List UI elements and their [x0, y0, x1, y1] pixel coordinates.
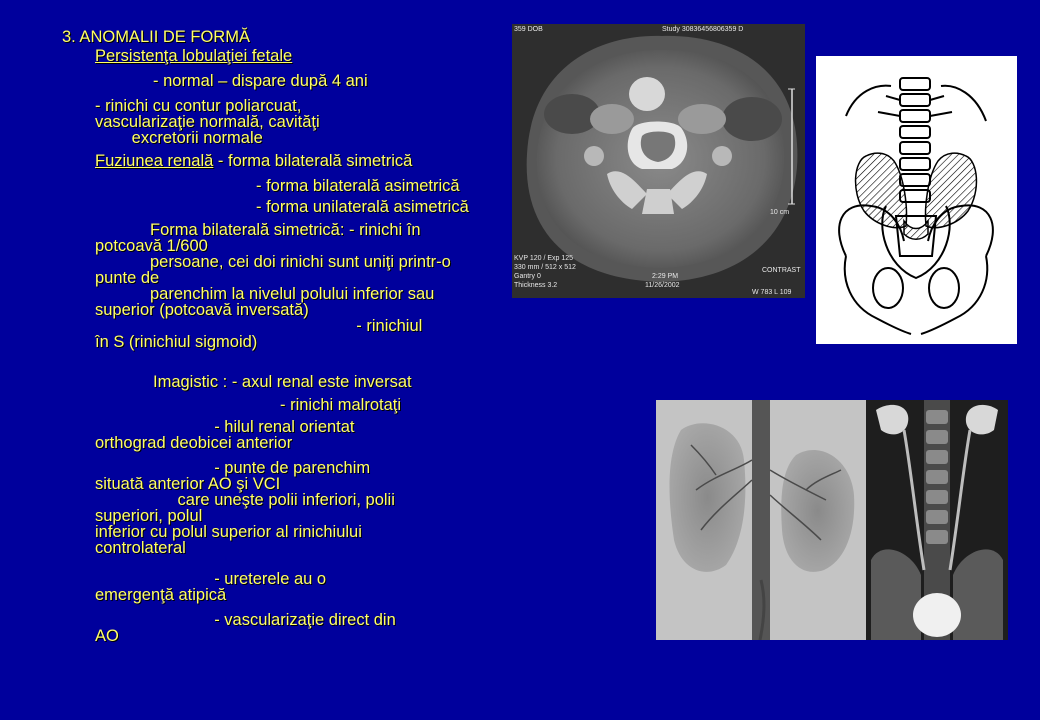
angiography-xray	[656, 400, 866, 640]
contour-text: - rinichi cu contur poliarcuat, vascularizaţie normală, cavităţi excretorii normale	[95, 97, 320, 147]
ct-date: 11/26/2002	[645, 282, 680, 289]
ureters-block: - ureterele au o emergenţă atipică	[95, 570, 327, 604]
hilum-block: - hilul renal orientat orthograd deobicei anterior	[95, 418, 355, 452]
fusion-form-2: - forma bilaterală asimetrică	[256, 177, 460, 195]
ct-top-right: Study 30836456806359 D	[662, 26, 744, 33]
slide-title: 3. ANOMALII DE FORMĂ	[62, 28, 250, 46]
ct-fov: 330 mm / 512 x 512	[514, 264, 576, 271]
fusion-form-3: - forma unilaterală asimetrică	[256, 198, 469, 216]
fusion-line	[95, 153, 412, 169]
ct-thickness: Thickness 3.2	[514, 282, 558, 289]
fusion-heading: Fuziunea renală	[95, 152, 214, 170]
fusion-form-1: - forma bilaterală simetrică	[213, 152, 413, 170]
ct-contrast: CONTRAST	[762, 267, 801, 274]
urography-xray	[866, 400, 1008, 640]
ct-scale: 10 cm	[770, 209, 790, 216]
vascular-block: - vascularizaţie direct din AO	[95, 611, 396, 645]
malrotated-line: - rinichi malrotaţi	[280, 396, 402, 414]
ct-top-left: 359 DOB	[514, 26, 543, 33]
text-line-normal: - normal – dispare după 4 ani	[153, 72, 368, 90]
ct-time: 2:29 PM	[652, 273, 679, 280]
bridge-block: - punte de parenchim situată anterior AO şi VCI care uneşte polii inferiori, polii superiori, polul inferior cu polul superior al rinichiului controlateral	[95, 459, 395, 557]
ct-gantry: Gantry 0	[514, 273, 541, 280]
ct-bottom-right: W 783 L 109	[752, 289, 792, 296]
ct-kvp: KVP 120 / Exp 125	[514, 255, 574, 262]
text-block-contour	[95, 98, 320, 146]
horseshoe-block: Forma bilaterală simetrică: - rinichi în potcoavă 1/600 persoane, cei doi rinichi sunt uniţi printr-o punte de parenchim la nivelul polului inferior sau superior (potcoavă inversată) - rinichiul în S (rinichiul sigmoid)	[95, 221, 451, 351]
horseshoe-kidney-drawing	[816, 56, 1017, 344]
fetal-lobulation-heading: Persistenţa lobulaţiei fetale	[95, 47, 293, 65]
imaging-line: Imagistic : - axul renal este inversat	[153, 373, 412, 391]
ct-scan-image	[512, 24, 805, 298]
